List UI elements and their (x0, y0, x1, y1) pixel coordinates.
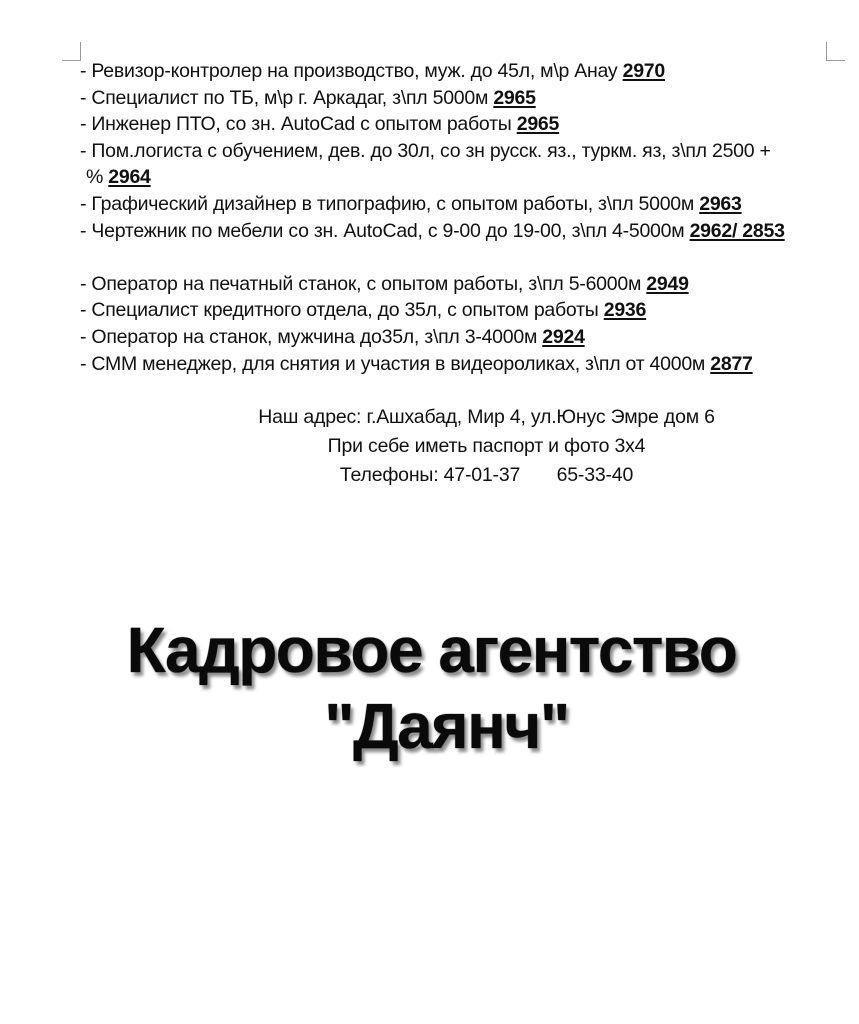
vacancy-text: - Оператор на печатный станок, с опытом работы, з\пл 5-6000м (80, 272, 647, 295)
vacancy-code: 2965 (493, 86, 536, 109)
vacancy-text: - Инженер ПТО, со зн. AutoCad с опытом работы (80, 113, 517, 136)
vacancy-code: 2963 (699, 192, 742, 215)
vacancy-item (80, 324, 850, 351)
vacancy-text: - Специалист кредитного отдела, до 35л, с опытом работы (80, 299, 604, 322)
vacancy-list (80, 58, 850, 377)
vacancy-text: - СММ менеджер, для снятия и участия в видеороликах, з\пл от 4000м (80, 352, 711, 375)
phones-line: Телефоны: 47-01-37 65-33-40 (339, 464, 634, 486)
vacancy-item (80, 85, 850, 112)
vacancy-code: 2964 (108, 166, 151, 189)
address-line: Наш адрес: г.Ашхабад, Мир 4, ул.Юнус Эмре дом 6 (258, 406, 715, 428)
vacancy-code: 2877 (710, 352, 753, 375)
page-corner-mark-left (62, 42, 81, 61)
vacancy-item (80, 351, 850, 378)
vacancy-text: - Ревизор-контролер на производство, муж. до 45л, м\р Анау (80, 60, 623, 82)
vacancy-code: 2970 (622, 60, 665, 82)
vacancy-code: 2924 (542, 325, 585, 348)
vacancy-text: - Оператор на станок, мужчина до35л, з\пл 3-4000м (80, 325, 543, 348)
vacancy-text: - Чертежник по мебели со зн. AutoCad, с 9-00 до 19-00, з\пл 4-5000м (80, 219, 690, 242)
vacancy-text: - Графический дизайнер в типографию, с опытом работы, з\пл 5000м (80, 192, 700, 215)
vacancy-item (80, 111, 850, 138)
blank-line (80, 244, 850, 271)
vacancy-code: 2949 (646, 272, 689, 295)
vacancy-text-continuation: % (86, 166, 109, 189)
vacancy-item (80, 138, 850, 165)
vacancy-code: 2962/ 2853 (689, 219, 785, 242)
vacancy-item (80, 58, 850, 85)
vacancy-item (80, 271, 850, 298)
agency-name: "Даянч" (324, 690, 569, 762)
documents-line: При себе иметь паспорт и фото 3х4 (327, 435, 646, 457)
vacancy-text: - Пом.логиста с обучением, дев. до 30л, со зн русск. яз., туркм. яз, з\пл 2500 + (80, 139, 771, 162)
agency-title-line1: Кадровое агентство (126, 614, 737, 686)
vacancy-text: - Специалист по ТБ, м\р г. Аркадаг, з\пл 5000м (80, 86, 494, 109)
vacancy-item (80, 218, 850, 245)
agency-title (0, 612, 859, 764)
vacancy-item (80, 191, 850, 218)
vacancy-code: 2936 (603, 299, 647, 322)
vacancy-code: 2965 (516, 113, 560, 136)
contact-block (0, 403, 859, 490)
vacancy-item (80, 297, 850, 324)
vacancy-item-continuation (80, 164, 850, 191)
